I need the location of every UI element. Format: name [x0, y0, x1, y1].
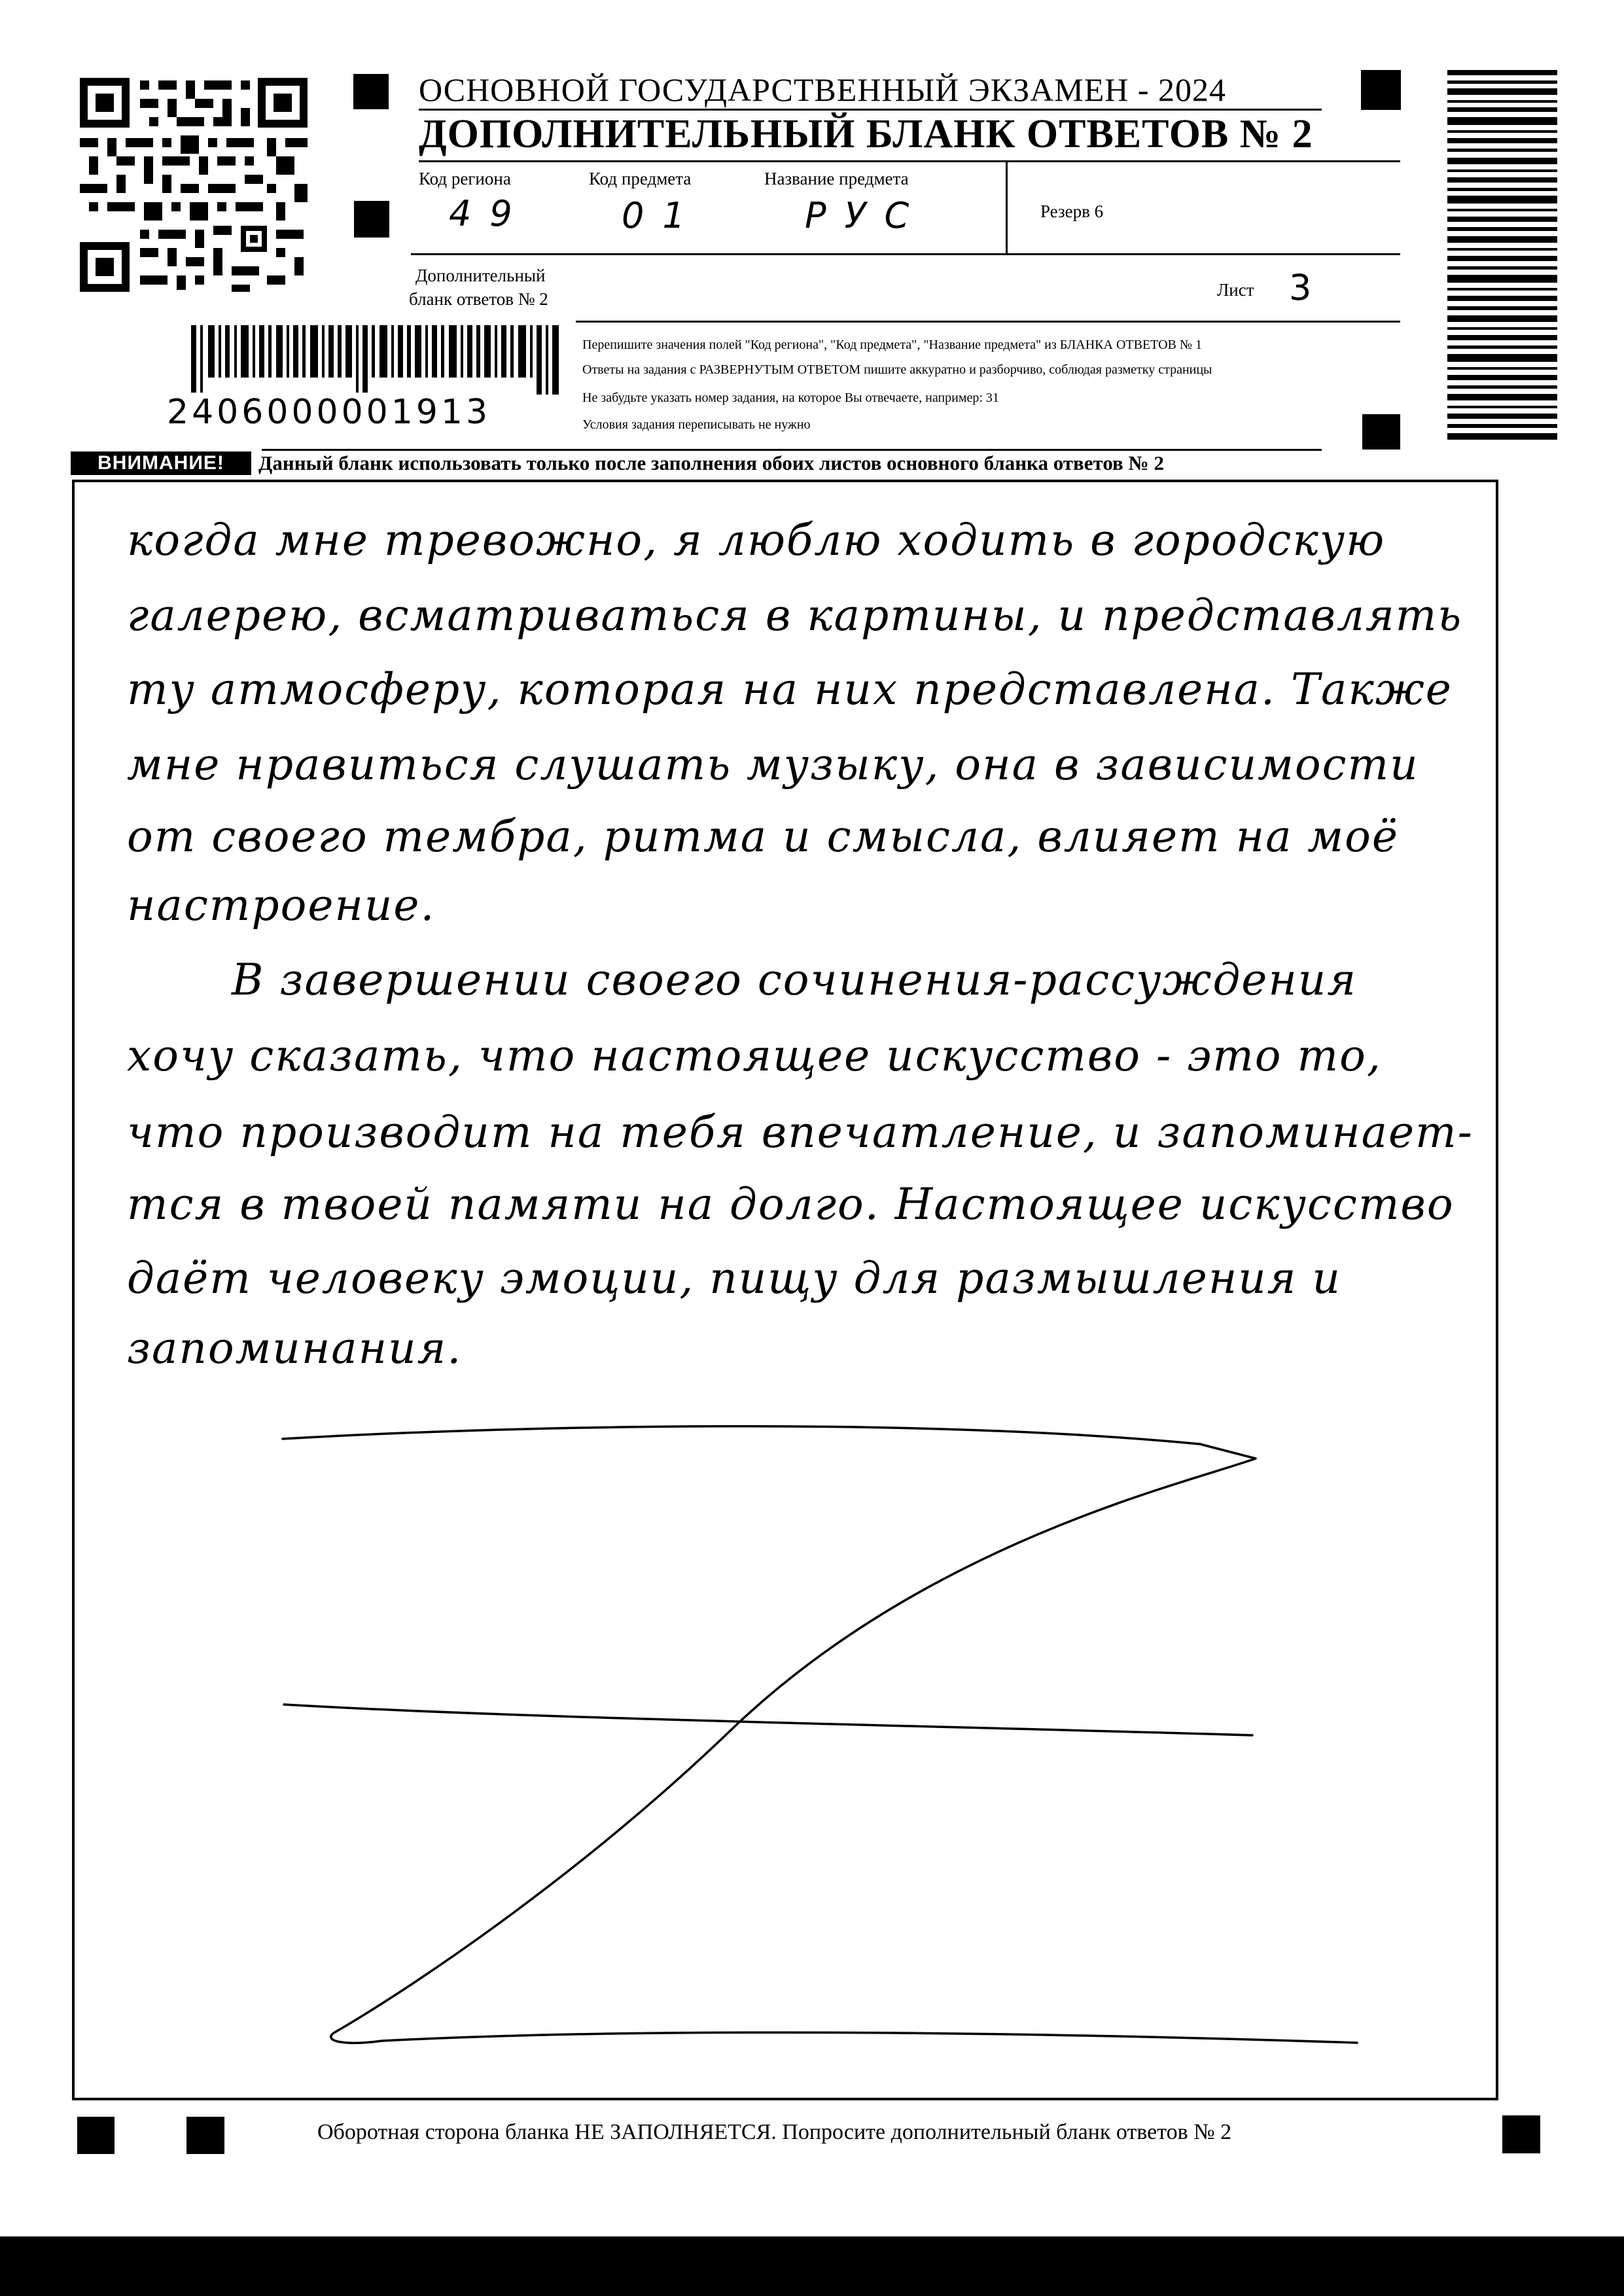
answer-line: даёт человеку эмоции, пищу для размышления и	[127, 1253, 1341, 1303]
alignment-marker	[1502, 2115, 1540, 2153]
extra-form-label: Дополнительный	[415, 266, 546, 285]
strikeout-z-mark	[75, 482, 1496, 2098]
alignment-marker	[354, 201, 389, 238]
answer-line: что производит на тебя впечатление, и запоминает-	[127, 1107, 1474, 1157]
alignment-marker	[353, 74, 389, 109]
answer-line: хочу сказать, что настоящее искусство - это то,	[127, 1031, 1382, 1081]
warning-text: Данный бланк использовать только после заполнения обоих листов основного бланка ответов № 2	[258, 451, 1164, 474]
subject-name-label: Название предмета	[764, 169, 909, 188]
subject-code-label: Код предмета	[589, 169, 692, 188]
reserve-label: Резерв 6	[1040, 202, 1104, 221]
answer-line: В завершении своего сочинения-рассуждения	[232, 955, 1358, 1005]
sheet-label: Лист	[1217, 280, 1254, 300]
divider	[411, 253, 1400, 255]
subject-code-value: 01	[622, 195, 703, 236]
side-barcode-icon	[1447, 70, 1557, 443]
alignment-marker	[1362, 414, 1400, 450]
scan-border	[0, 2236, 1624, 2296]
divider	[1006, 162, 1008, 254]
alignment-marker	[186, 2117, 224, 2154]
region-code-label: Код региона	[419, 169, 511, 188]
answer-line: галерею, всматриваться в картины, и представлять	[127, 590, 1463, 641]
exam-title: ОСНОВНОЙ ГОСУДАРСТВЕННЫЙ ЭКЗАМЕН - 2024	[419, 71, 1226, 108]
divider	[419, 109, 1322, 111]
subject-name-value: РУС	[805, 195, 928, 236]
instruction-1: Перепишите значения полей "Код региона", "Код предмета", "Название предмета" из БЛАНКА ОТВЕТОВ № 1	[582, 338, 1202, 352]
barcode-number: 2406000001913	[167, 393, 491, 432]
extra-form-label-2: бланк ответов № 2	[409, 289, 548, 309]
alignment-marker	[77, 2117, 115, 2154]
barcode-icon	[191, 325, 561, 395]
footer-note: Оборотная сторона бланка НЕ ЗАПОЛНЯЕТСЯ. Попросите дополнительный бланк ответов № 2	[317, 2120, 1232, 2144]
answer-line: когда мне тревожно, я люблю ходить в городскую	[127, 515, 1386, 565]
divider	[419, 160, 1400, 162]
warning-badge: ВНИМАНИЕ!	[71, 451, 251, 475]
answer-line: от своего тембра, ритма и смысла, влияет на моё	[127, 811, 1399, 862]
alignment-marker	[1361, 70, 1401, 110]
sheet-number: 3	[1289, 267, 1312, 308]
answer-area[interactable]	[72, 480, 1498, 2100]
qr-code-icon	[77, 75, 310, 294]
answer-line: ту атмосферу, которая на них представлена. Также	[127, 664, 1453, 715]
answer-line: настроение.	[127, 880, 436, 930]
instruction-3: Не забудьте указать номер задания, на которое Вы отвечаете, например: 31	[582, 391, 999, 405]
form-title: ДОПОЛНИТЕЛЬНЫЙ БЛАНК ОТВЕТОВ № 2	[419, 112, 1313, 156]
answer-line: тся в твоей памяти на долго. Настоящее искусство	[127, 1179, 1455, 1229]
divider	[262, 449, 1322, 451]
answer-line: запоминания.	[127, 1323, 463, 1373]
instruction-2: Ответы на задания с РАЗВЕРНУТЫМ ОТВЕТОМ пишите аккуратно и разборчиво, соблюдая разметку страницы	[582, 362, 1212, 377]
region-code-value: 49	[449, 193, 531, 234]
divider	[576, 321, 1400, 323]
instruction-4: Условия задания переписывать не нужно	[582, 417, 811, 432]
answer-line: мне нравиться слушать музыку, она в зависимости	[127, 739, 1419, 790]
